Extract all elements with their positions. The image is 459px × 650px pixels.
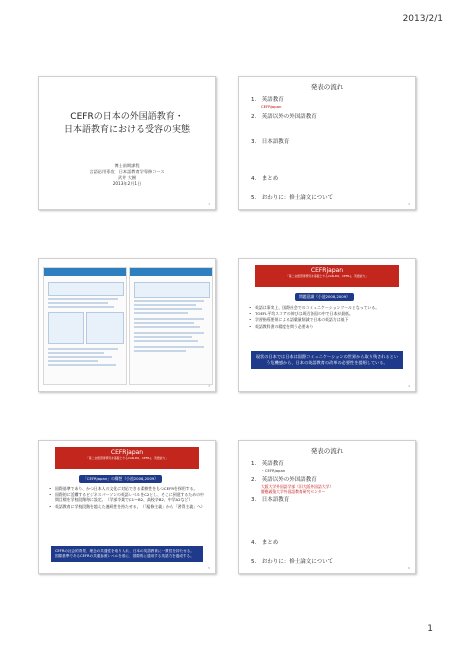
agenda-item-2-sub-1: 大阪大学外国語学部（旧大阪外国語大学） (261, 484, 334, 489)
bullet-list (249, 305, 405, 330)
agenda-item-1-sub: CEFRjapan (261, 104, 282, 109)
agenda-item-5: 5. おわりに：修士論文について (251, 559, 334, 565)
slide-6-agenda[interactable] (238, 440, 416, 574)
page-number: 1 (427, 624, 433, 634)
site-header-bar (130, 268, 212, 276)
text-line (48, 360, 98, 362)
red-title-banner (255, 265, 399, 287)
slide-number: 3 (208, 384, 210, 388)
author-line-1: 博士前期課程 (114, 163, 140, 168)
site-banner (134, 282, 210, 298)
text-line (48, 298, 118, 300)
bullet-item: • 国際的に活躍するビジネスパーソンの英語レベルをC2とし、そこに到達するための中間目標を学校段階毎に設定。（学部卒業でC1～B2、高校卒B2、中学A2など） (49, 492, 205, 502)
plan-pill: 「CEFRjapan」の構想（小池2008,2009） (79, 475, 162, 483)
bullet-item: • TOEFL平均スコアの伸びは周辺各国の中で日本が最低。 (249, 311, 405, 316)
text-line (134, 350, 186, 352)
text-line (134, 312, 188, 314)
agenda-title: 発表の流れ (310, 447, 344, 455)
banner-desc-1: 「第二言語習得研究を基盤とするCAN-DO、CEFR-J、英語能力」 (85, 456, 168, 460)
text-line (134, 340, 198, 342)
website-screenshot-right (129, 267, 213, 385)
author-block (47, 163, 207, 187)
text-line (134, 308, 202, 310)
agenda-item-4: 4. まとめ (251, 176, 279, 182)
title-line-1: CEFRの日本の外国語教育・ (70, 112, 184, 122)
slide-number: 1 (208, 202, 210, 206)
text-line (48, 302, 108, 304)
header-date: 2013/2/1 (402, 14, 443, 24)
text-line (134, 326, 200, 328)
text-line (134, 322, 194, 324)
website-screenshot-left (43, 267, 127, 385)
author-line-2: 言語応用専攻 日本語教育学専修コース (89, 169, 165, 174)
agenda-item-2: 2. 英語以外の外国語教育 (251, 477, 317, 483)
summary-box (51, 546, 203, 562)
site-header-bar (44, 268, 126, 276)
slide-1-heading (47, 111, 207, 137)
text-line (134, 318, 204, 320)
bullet-list (49, 486, 205, 510)
agenda-item-3: 3. 日本語教育 (251, 139, 290, 145)
red-title-banner (55, 447, 199, 469)
summary-box: 現状の日本では日本は国際コミュニケーションの世界から取り残されるという危機感から、日本の英語教育の改革の必要性を提唱している。 (251, 351, 403, 369)
slide-number: 4 (408, 384, 410, 388)
site-panel (86, 312, 124, 344)
text-line (134, 346, 204, 348)
author-line-3: 武井 大樹 (117, 175, 137, 180)
agenda-item-2: 2. 英語以外の外国語教育 (251, 114, 317, 120)
agenda-title: 発表の流れ (310, 83, 344, 91)
agenda-item-1: 1. 英語教育 (251, 461, 284, 467)
slide-number: 5 (208, 566, 210, 570)
slide-5-cefrjapan-plan[interactable] (38, 440, 216, 574)
bullet-item: • 英語教科書の精度を問う必要あり (249, 324, 405, 329)
text-line (134, 336, 192, 338)
summary-line-2: 国際基準であるCEFRの共通参照レベルを基に、国際的に通用する英語力を養成する。 (55, 554, 194, 558)
banner-title: CEFRjapan (310, 267, 344, 274)
bullet-item: • 国際基準であり、かつ日本人の文化に対応できる柔軟性をもつCEFRを採用する。 (49, 486, 205, 491)
bullet-item: • 学習指導要領による語彙量削減で日本の英語力は低下 (249, 317, 405, 322)
site-panel (48, 312, 84, 344)
agenda-item-5: 5. おわりに：修士論文について (251, 195, 334, 201)
text-line (48, 356, 112, 358)
problem-pill: 問題意識（小池2008,2009） (295, 293, 354, 301)
banner-desc-1: 「第二言語習得研究を基盤とするCAN-DO、CEFR-J、英語能力」 (285, 274, 368, 278)
site-banner (48, 282, 124, 296)
title-line-2: 日本語教育における受容の実態 (63, 125, 190, 135)
author-line-4: 2013年2月1日 (112, 181, 142, 186)
agenda-item-1-sub: ・CEFRjapan (261, 468, 286, 473)
text-line (134, 304, 196, 306)
agenda-item-3: 3. 日本語教育 (251, 497, 290, 503)
agenda-item-4: 4. まとめ (251, 540, 279, 546)
bullet-item: • 英語教育に学校段階を越えた連続性を持たせる。（「履修主義」から「習得主義」へ） (49, 504, 205, 509)
slide-1-title[interactable] (38, 76, 216, 210)
banner-title: CEFRjapan (110, 449, 144, 456)
slide-2-agenda[interactable] (238, 76, 416, 210)
text-line (48, 306, 114, 308)
slide-number: 2 (408, 202, 410, 206)
slide-3-screenshots[interactable] (38, 258, 216, 392)
slide-4-cefrjapan[interactable] (238, 258, 416, 392)
slide-number: 6 (408, 566, 410, 570)
text-line (48, 352, 104, 354)
text-line (134, 332, 204, 334)
text-line (48, 348, 118, 350)
bullet-item: • 英語は事実上、国際社会でのコミュニケーションツールとなっている。 (249, 305, 405, 310)
agenda-item-2-sub-2: 慶應義塾大学外国語教育研究センター (261, 489, 326, 494)
agenda-item-1: 1. 英語教育 (251, 97, 284, 103)
text-line (48, 364, 116, 366)
summary-line-1: CEFRの社会的背景、理念の共通性を取り入れ、日本の英語教育に一貫性を持たせる。 (55, 549, 194, 553)
text-line (134, 300, 204, 302)
